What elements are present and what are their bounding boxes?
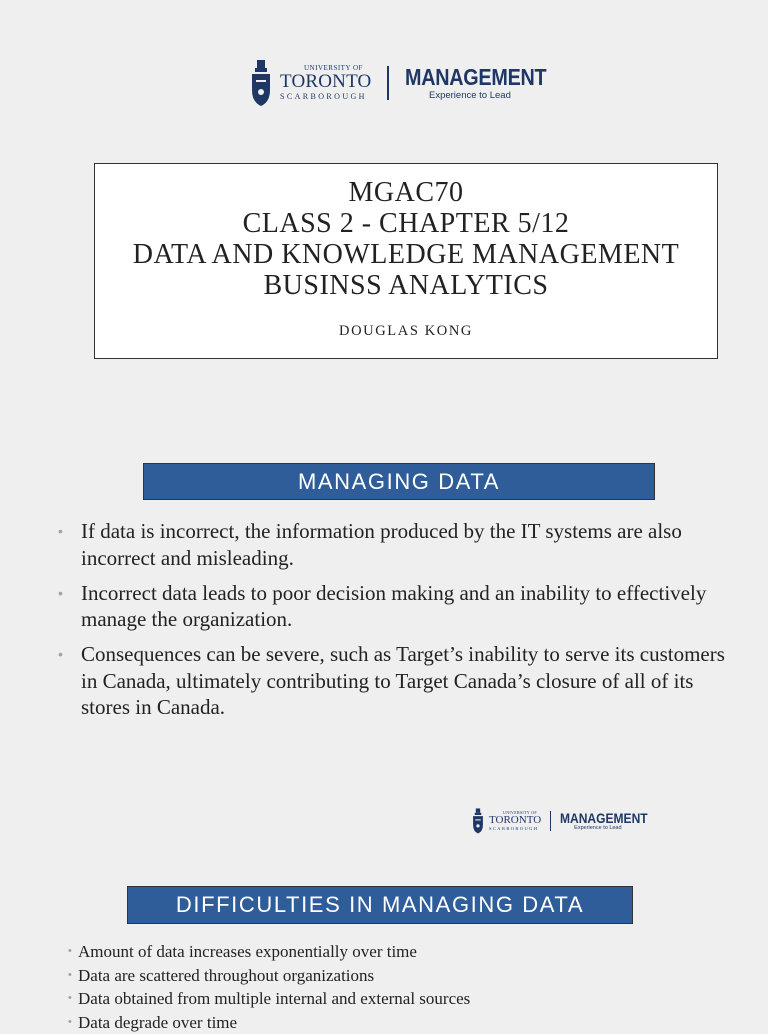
logo-management: MANAGEMENT — [560, 811, 648, 825]
author-name: DOUGLAS KONG — [95, 323, 717, 340]
difficulties-bullets — [68, 940, 748, 1034]
logo-divider — [387, 66, 389, 100]
crest-icon — [250, 58, 272, 108]
university-logo-small — [472, 806, 662, 836]
logo-divider — [550, 811, 551, 831]
bullet-icon: • — [68, 940, 72, 964]
logo-scarborough: SCARBOROUGH — [280, 93, 371, 101]
bullet-icon: • — [58, 518, 63, 545]
course-code: MGAC70 — [95, 177, 717, 208]
logo-toronto: TORONTO — [280, 72, 371, 91]
bullet-icon: • — [58, 641, 63, 668]
list-item: • If data is incorrect, the information produced by the IT systems are also incorrect and misleading. — [58, 518, 738, 571]
crest-icon — [472, 806, 484, 836]
logo-university-of: UNIVERSITY OF — [304, 65, 371, 72]
logo-tagline: Experience to Lead — [574, 826, 662, 832]
bullet-icon: • — [68, 987, 72, 1011]
bullet-icon: • — [68, 1011, 72, 1034]
logo-university-of: UNIVERSITY OF — [503, 811, 541, 815]
list-item: • Amount of data increases exponentially over time — [68, 940, 748, 964]
lecture-subtopic: BUSINSS ANALYTICS — [95, 270, 717, 301]
logo-toronto: TORONTO — [489, 815, 541, 826]
lecture-topic: DATA AND KNOWLEDGE MANAGEMENT — [95, 239, 717, 270]
bullet-icon: • — [58, 580, 63, 607]
university-logo — [250, 58, 569, 108]
list-item: • Data degrade over time — [68, 1011, 748, 1034]
list-item: • Incorrect data leads to poor decision making and an inability to effectively manage the organization. — [58, 580, 738, 633]
class-chapter: CLASS 2 - CHAPTER 5/12 — [95, 208, 717, 239]
managing-data-heading: MANAGING DATA — [143, 463, 655, 500]
logo-tagline: Experience to Lead — [429, 91, 569, 101]
logo-management: MANAGEMENT — [405, 66, 546, 89]
list-item: • Consequences can be severe, such as Target’s inability to serve its customers in Canada, ultimately contributing to Target Canada’s closure of all of its stores in Canada. — [58, 641, 738, 721]
list-item: • Data obtained from multiple internal and external sources — [68, 987, 748, 1011]
difficulties-heading: DIFFICULTIES IN MANAGING DATA — [127, 886, 633, 924]
title-slide-box — [94, 163, 718, 359]
logo-scarborough: SCARBOROUGH — [489, 827, 541, 832]
managing-data-bullets — [58, 518, 738, 729]
bullet-icon: • — [68, 964, 72, 988]
list-item: • Data are scattered throughout organizations — [68, 964, 748, 988]
